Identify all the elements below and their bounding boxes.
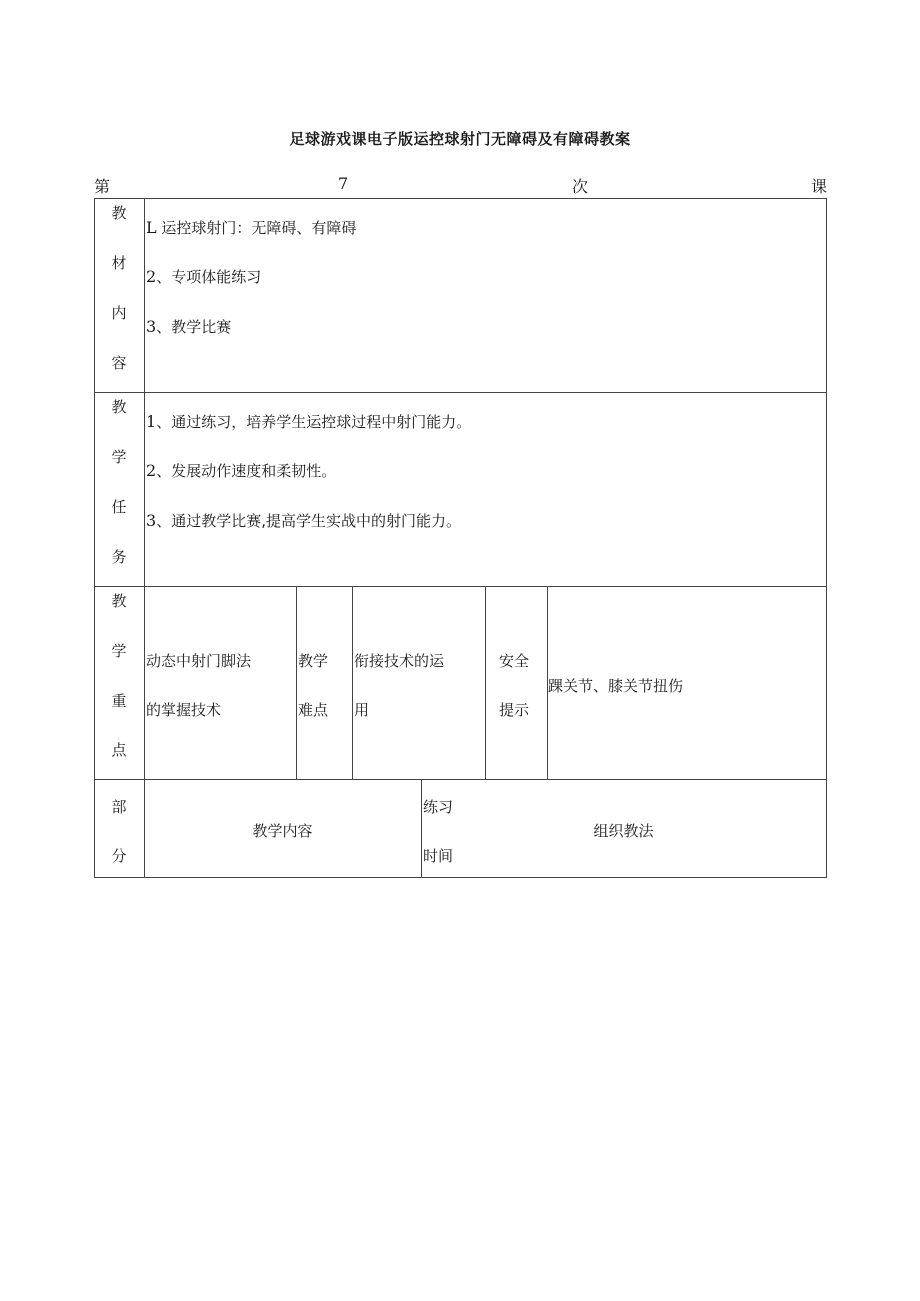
focus-divider — [485, 586, 486, 779]
safety-text: 踝关节、膝关节扭伤 — [548, 677, 684, 695]
tasks-label-char: 学 — [111, 448, 127, 466]
difficulty-label: 难点 — [298, 701, 329, 719]
safety-label: 提示 — [499, 701, 530, 719]
method-header: 组织教法 — [593, 822, 654, 840]
difficulty-label: 教学 — [298, 652, 329, 670]
material-item-number: 2 — [146, 267, 157, 286]
lesson-ci: 次 — [572, 177, 589, 196]
key-point-text: 的掌握技术 — [146, 701, 222, 719]
table-border-top — [94, 198, 827, 199]
material-label-char: 容 — [111, 354, 127, 372]
table-border-right — [826, 198, 827, 878]
task-item-text: 、通过练习，培养学生运控球过程中射门能力。 — [156, 413, 472, 431]
safety-label: 安全 — [499, 652, 530, 670]
tasks-label-char: 任 — [111, 498, 127, 516]
difficulty-text: 衔接技术的运 — [354, 652, 445, 670]
material-item — [146, 316, 231, 337]
task-item — [146, 510, 461, 531]
material-label-char: 材 — [111, 254, 127, 272]
section-label-char: 分 — [111, 847, 127, 865]
material-item-text: 运控球射门：无障碍、有障碍 — [161, 219, 357, 237]
task-item — [146, 411, 471, 432]
time-header: 时间 — [423, 847, 454, 865]
lesson-ke: 课 — [810, 177, 827, 196]
lesson-number: 7 — [338, 174, 349, 193]
task-item-number: 3 — [146, 511, 157, 530]
focus-label-char: 点 — [111, 741, 127, 759]
lesson-prefix: 第 — [94, 177, 111, 196]
task-item-number: 1 — [146, 412, 157, 431]
content-header: 教学内容 — [252, 822, 313, 840]
material-label-char: 内 — [111, 304, 127, 322]
tasks-label-char: 教 — [111, 398, 127, 416]
focus-label-char: 教 — [111, 592, 127, 610]
table-divider — [94, 779, 827, 780]
material-item — [146, 266, 261, 287]
material-item-number: 3 — [146, 317, 157, 336]
section-label-char: 部 — [111, 798, 127, 816]
difficulty-text: 用 — [354, 701, 370, 719]
task-item — [146, 460, 336, 481]
table-border-bottom — [94, 877, 827, 878]
table-divider — [94, 392, 827, 393]
document-title: 足球游戏课电子版运控球射门无障碍及有障碍教案 — [289, 130, 631, 148]
table-border-left — [94, 198, 95, 878]
tasks-label-char: 务 — [111, 548, 127, 566]
time-header: 练习 — [423, 798, 454, 816]
table-divider — [94, 586, 827, 587]
task-item-text: 、通过教学比赛,提高学生实战中的射门能力。 — [156, 512, 461, 530]
material-item-text: 、专项体能练习 — [156, 268, 262, 286]
task-item-text: 、发展动作速度和柔韧性。 — [156, 462, 337, 480]
material-label-char: 教 — [111, 204, 127, 222]
material-item — [146, 217, 356, 238]
material-item-text: 、教学比赛 — [156, 318, 232, 336]
focus-label-char: 学 — [111, 642, 127, 660]
material-item-number: L — [146, 218, 157, 237]
focus-label-char: 重 — [111, 692, 127, 710]
key-point-text: 动态中射门脚法 — [146, 652, 252, 670]
focus-divider — [296, 586, 297, 779]
lesson-number-line — [94, 174, 827, 198]
focus-divider — [352, 586, 353, 779]
task-item-number: 2 — [146, 461, 157, 480]
label-column-divider — [144, 198, 145, 878]
